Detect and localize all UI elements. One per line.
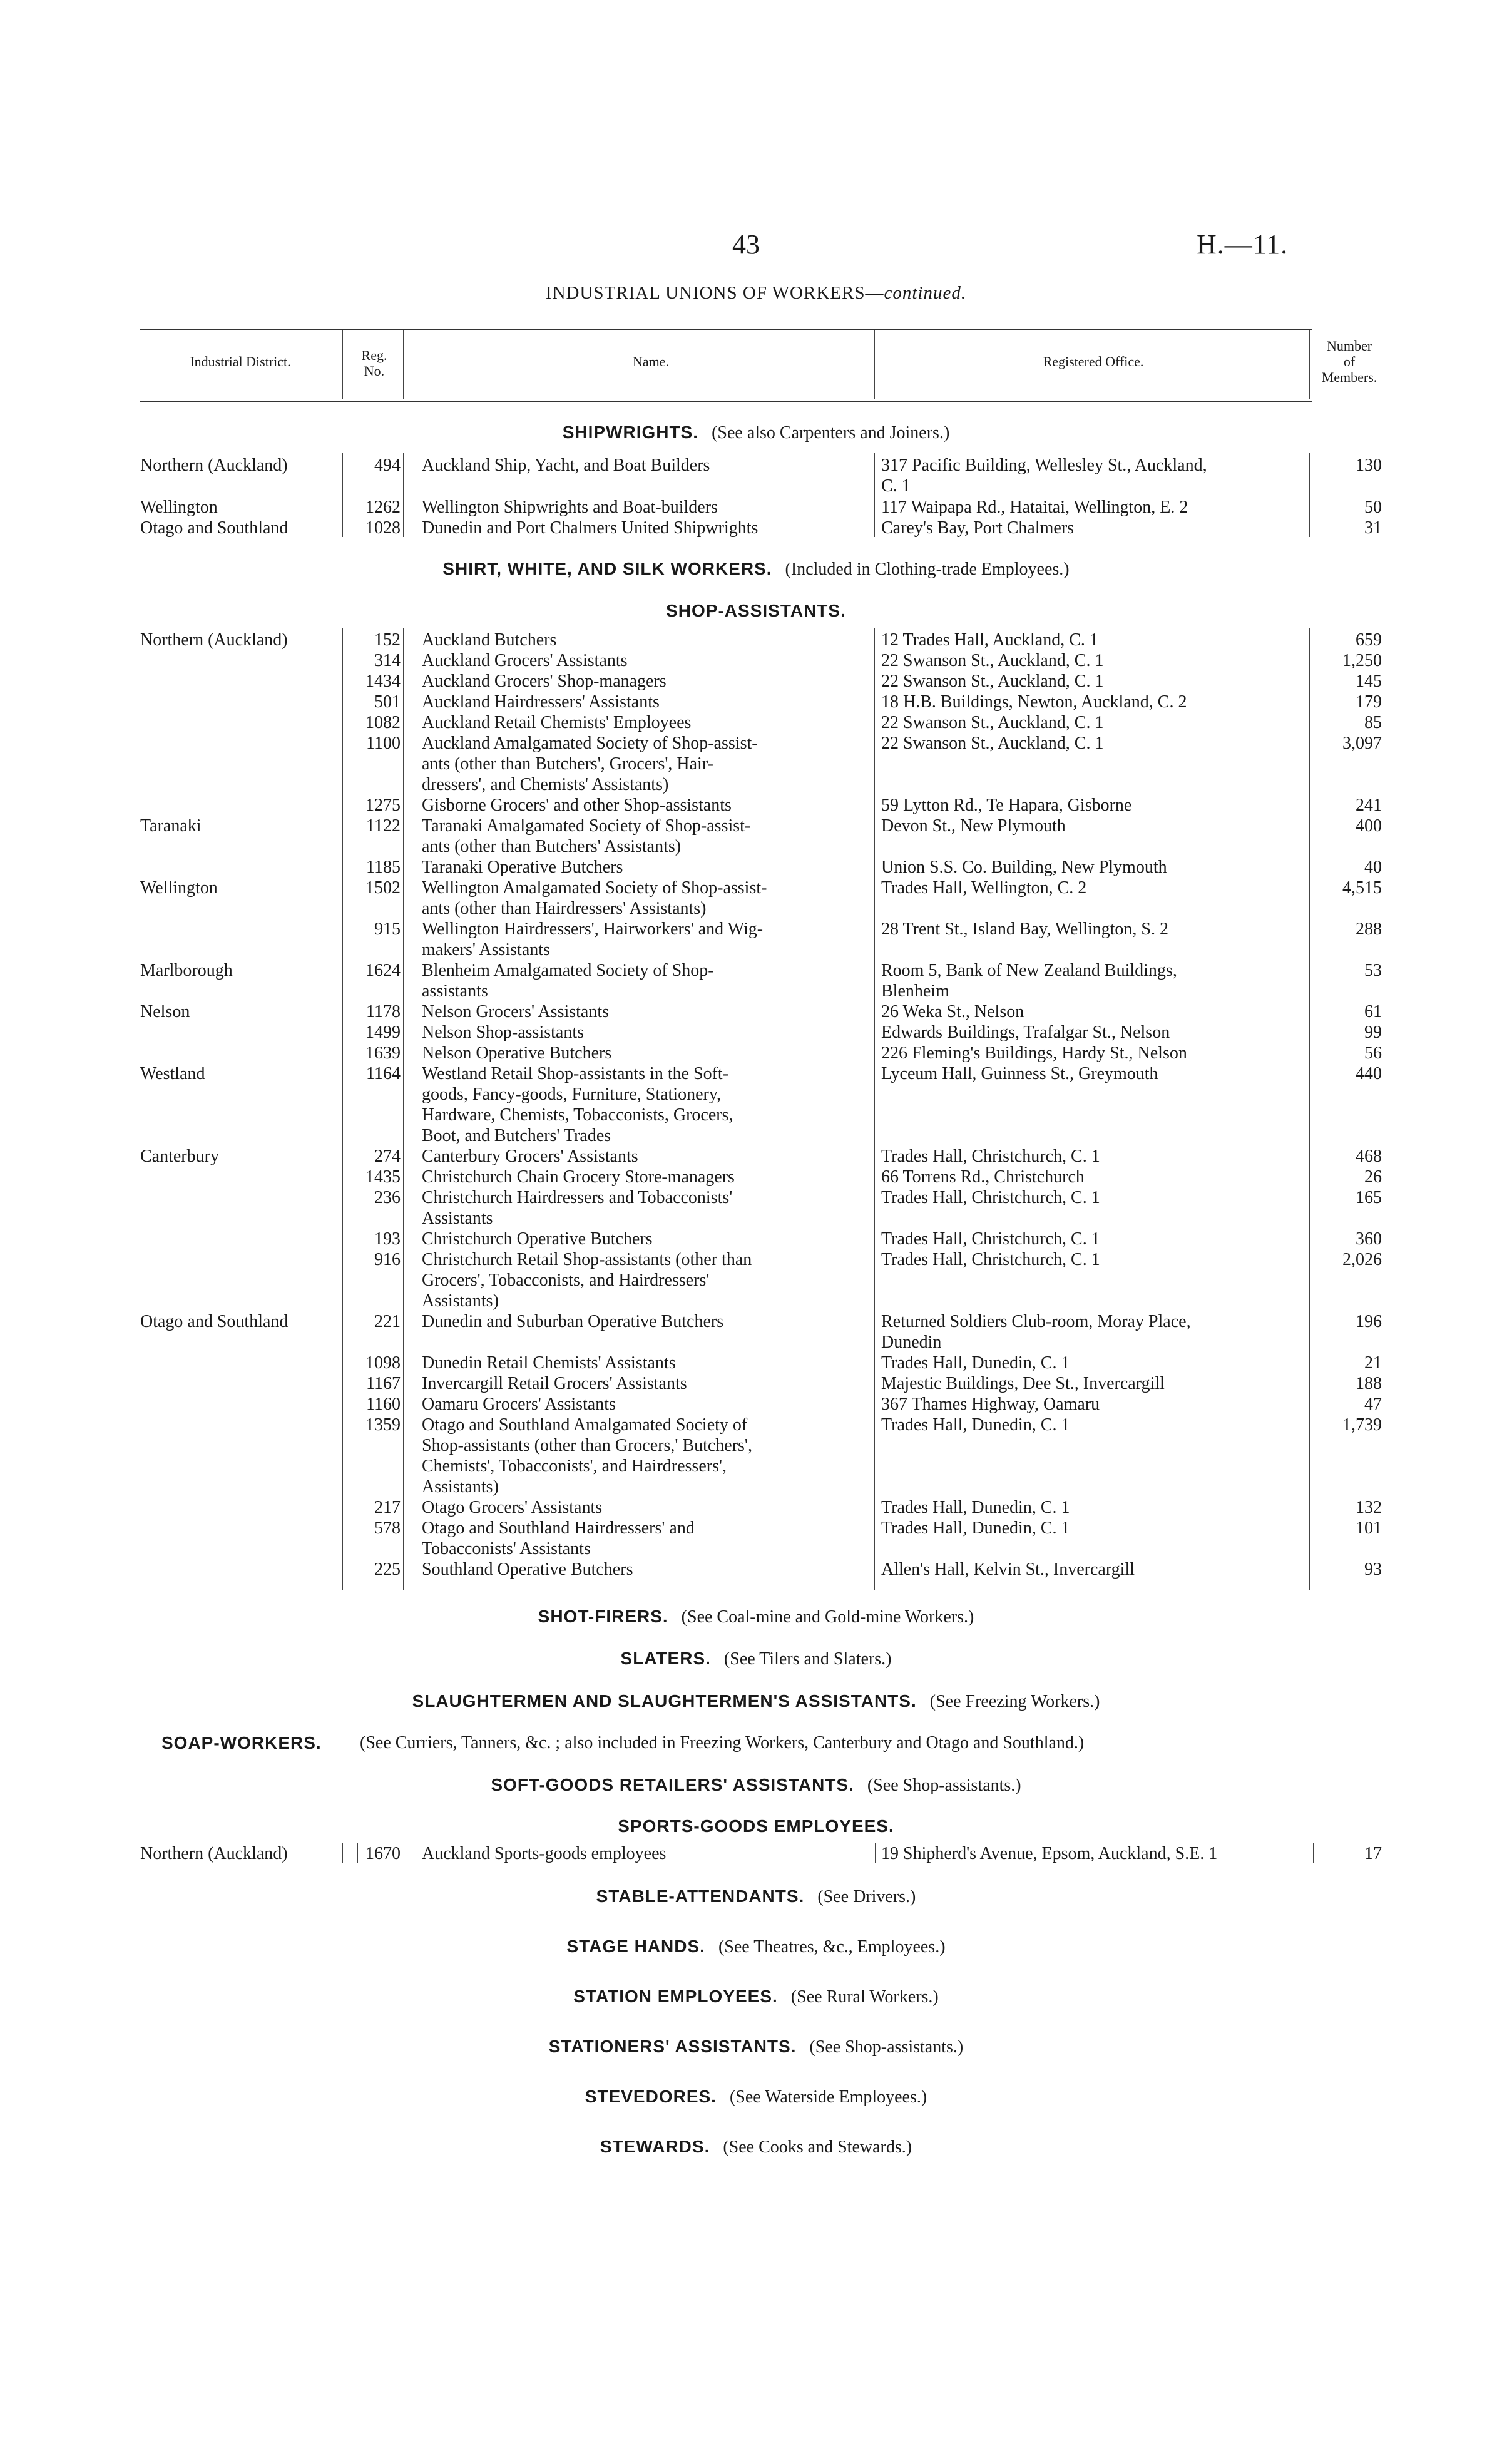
section-title: SOAP-WORKERS. <box>161 1733 322 1753</box>
section-title: SLATERS. <box>620 1649 711 1668</box>
section-heading-station-employees <box>0 1987 1512 2007</box>
members-cell: 17 <box>1364 1844 1382 1863</box>
section-heading-slaters <box>0 1649 1512 1669</box>
column-divider <box>1309 628 1310 1590</box>
members-cell: 132 <box>1356 1498 1382 1517</box>
name-cell: Wellington Amalgamated Society of Shop-assist- ants (other than Hairdressers' Assistants) <box>422 878 767 918</box>
name-cell: Blenheim Amalgamated Society of Shop- assistants <box>422 961 714 1001</box>
office-cell: Trades Hall, Christchurch, C. 1 <box>881 1188 1100 1207</box>
section-note: (See Theatres, &c., Employees.) <box>718 1937 946 1957</box>
members-cell: 360 <box>1356 1229 1382 1249</box>
members-cell: 3,097 <box>1342 734 1382 753</box>
name-cell: Auckland Hairdressers' Assistants <box>422 692 660 712</box>
office-cell: 19 Shipherd's Avenue, Epsom, Auckland, S.E. 1 <box>881 1844 1218 1863</box>
office-cell: 59 Lytton Rd., Te Hapara, Gisborne <box>881 796 1132 815</box>
office-cell: Trades Hall, Wellington, C. 2 <box>881 878 1087 898</box>
name-cell: Auckland Amalgamated Society of Shop-assist- ants (other than Butchers', Grocers', Hair- dressers', and Chemists' Assistants) <box>422 734 758 794</box>
name-cell: Dunedin and Suburban Operative Butchers <box>422 1312 724 1331</box>
district-cell: Nelson <box>140 1002 190 1021</box>
reg-cell: 193 <box>374 1229 401 1249</box>
name-cell: Auckland Ship, Yacht, and Boat Builders <box>422 456 710 475</box>
section-note: (See also Carpenters and Joiners.) <box>712 423 950 443</box>
name-cell: Taranaki Operative Butchers <box>422 857 623 877</box>
col-header-reg: Reg. No. <box>361 347 387 379</box>
title-suffix: continued. <box>884 283 967 303</box>
title-main: INDUSTRIAL UNIONS OF WORKERS— <box>545 283 884 303</box>
office-cell: 18 H.B. Buildings, Newton, Auckland, C. 2 <box>881 692 1187 712</box>
reg-cell: 1178 <box>366 1002 401 1021</box>
office-cell: 226 Fleming's Buildings, Hardy St., Nelson <box>881 1043 1187 1063</box>
section-title: SHIPWRIGHTS. <box>562 422 699 442</box>
section-heading-sports-goods <box>0 1816 1512 1837</box>
members-cell: 130 <box>1356 456 1382 475</box>
reg-cell: 1502 <box>365 878 401 898</box>
section-note: (See Tilers and Slaters.) <box>723 1649 892 1669</box>
reg-cell: 1639 <box>365 1043 401 1063</box>
name-cell: Gisborne Grocers' and other Shop-assistants <box>422 796 732 815</box>
reg-cell: 1122 <box>366 816 401 836</box>
page-number: 43 <box>732 229 760 260</box>
column-divider <box>342 1843 343 1863</box>
office-cell: Allen's Hall, Kelvin St., Invercargill <box>881 1560 1135 1579</box>
column-divider <box>874 628 875 1590</box>
name-cell: Wellington Hairdressers', Hairworkers' and Wig- makers' Assistants <box>422 919 764 960</box>
reg-cell: 1160 <box>366 1394 401 1414</box>
section-note: (See Shop-assistants.) <box>809 2037 964 2057</box>
reg-cell: 1624 <box>365 961 401 980</box>
column-divider <box>357 1843 358 1863</box>
column-divider <box>874 453 875 537</box>
name-cell: Westland Retail Shop-assistants in the Soft- goods, Fancy-goods, Furniture, Stationery, Hardware, Chemists, Tobacconists, Grocers, Boot, and Butchers' Trades <box>422 1064 733 1145</box>
district-cell: Canterbury <box>140 1147 219 1166</box>
members-cell: 659 <box>1356 630 1382 650</box>
column-divider <box>403 453 404 537</box>
name-cell: Dunedin Retail Chemists' Assistants <box>422 1353 676 1373</box>
reg-cell: 501 <box>374 692 401 712</box>
section-title: SHIRT, WHITE, AND SILK WORKERS. <box>442 559 772 578</box>
section-note: (See Rural Workers.) <box>790 1987 939 2007</box>
office-cell: 22 Swanson St., Auckland, C. 1 <box>881 713 1104 732</box>
column-divider <box>403 628 404 1590</box>
section-title: SOFT-GOODS RETAILERS' ASSISTANTS. <box>491 1775 854 1794</box>
name-cell: Wellington Shipwrights and Boat-builders <box>422 498 718 517</box>
district-cell: Wellington <box>140 498 218 517</box>
district-cell: Northern (Auckland) <box>140 1844 288 1863</box>
reg-cell: 221 <box>374 1312 401 1331</box>
office-cell: 317 Pacific Building, Wellesley St., Auckland, C. 1 <box>881 456 1207 496</box>
office-cell: Lyceum Hall, Guinness St., Greymouth <box>881 1064 1158 1083</box>
office-cell: 66 Torrens Rd., Christchurch <box>881 1167 1085 1187</box>
col-header-district: Industrial District. <box>190 354 291 369</box>
members-cell: 4,515 <box>1342 878 1382 898</box>
members-cell: 56 <box>1364 1043 1382 1063</box>
name-cell: Taranaki Amalgamated Society of Shop-assist- ants (other than Butchers' Assistants) <box>422 816 751 856</box>
page-reference: H.—11. <box>1197 229 1289 260</box>
members-cell: 99 <box>1364 1023 1382 1042</box>
name-cell: Christchurch Chain Grocery Store-managers <box>422 1167 735 1187</box>
name-cell: Nelson Operative Butchers <box>422 1043 612 1063</box>
members-cell: 288 <box>1356 919 1382 939</box>
section-heading-shop-assistants <box>0 601 1512 622</box>
document-title <box>0 283 1512 304</box>
reg-cell: 1434 <box>365 672 401 691</box>
section-title: STABLE-ATTENDANTS. <box>596 1886 805 1906</box>
name-cell: Invercargill Retail Grocers' Assistants <box>422 1374 687 1393</box>
members-cell: 145 <box>1356 672 1382 691</box>
office-cell: 12 Trades Hall, Auckland, C. 1 <box>881 630 1098 650</box>
column-divider <box>342 453 343 537</box>
reg-cell: 225 <box>374 1560 401 1579</box>
section-note: (See Shop-assistants.) <box>867 1776 1021 1795</box>
col-header-members: Number of Members. <box>1321 338 1377 385</box>
office-cell: Trades Hall, Christchurch, C. 1 <box>881 1229 1100 1249</box>
section-heading-slaughtermen <box>0 1691 1512 1712</box>
section-title: SHOP-ASSISTANTS. <box>666 601 846 620</box>
section-heading-stewards <box>0 2137 1512 2157</box>
district-cell: Taranaki <box>140 816 202 836</box>
section-title: STAGE HANDS. <box>566 1937 705 1956</box>
office-cell: Room 5, Bank of New Zealand Buildings, Blenheim <box>881 961 1177 1001</box>
office-cell: 22 Swanson St., Auckland, C. 1 <box>881 672 1104 691</box>
name-cell: Nelson Shop-assistants <box>422 1023 584 1042</box>
members-cell: 85 <box>1364 713 1382 732</box>
section-note: (See Freezing Workers.) <box>929 1692 1100 1711</box>
reg-cell: 494 <box>374 456 401 475</box>
col-header-name: Name. <box>632 354 670 369</box>
section-note: (See Coal-mine and Gold-mine Workers.) <box>681 1607 974 1627</box>
members-cell: 101 <box>1356 1518 1382 1538</box>
members-cell: 53 <box>1364 961 1382 980</box>
office-cell: Edwards Buildings, Trafalgar St., Nelson <box>881 1023 1170 1042</box>
name-cell: Southland Operative Butchers <box>422 1560 633 1579</box>
office-cell: Trades Hall, Dunedin, C. 1 <box>881 1518 1070 1538</box>
members-cell: 40 <box>1364 857 1382 877</box>
section-heading-shipwrights <box>0 422 1512 443</box>
office-cell: Trades Hall, Dunedin, C. 1 <box>881 1353 1070 1373</box>
district-cell: Northern (Auckland) <box>140 630 288 650</box>
header-rule-bottom <box>140 401 1312 402</box>
district-cell: Westland <box>140 1064 205 1083</box>
office-cell: Trades Hall, Christchurch, C. 1 <box>881 1147 1100 1166</box>
col-header-office: Registered Office. <box>1043 354 1144 369</box>
office-cell: Returned Soldiers Club-room, Moray Place, Dunedin <box>881 1312 1191 1352</box>
reg-cell: 217 <box>374 1498 401 1517</box>
reg-cell: 1359 <box>365 1415 401 1435</box>
members-cell: 2,026 <box>1342 1250 1382 1269</box>
name-cell: Oamaru Grocers' Assistants <box>422 1394 616 1414</box>
header-divider <box>342 330 343 399</box>
members-cell: 1,739 <box>1342 1415 1382 1435</box>
reg-cell: 1499 <box>365 1023 401 1042</box>
reg-cell: 314 <box>374 651 401 670</box>
header-divider <box>403 330 404 399</box>
office-cell: 22 Swanson St., Auckland, C. 1 <box>881 734 1104 753</box>
members-cell: 26 <box>1364 1167 1382 1187</box>
members-cell: 61 <box>1364 1002 1382 1021</box>
office-cell: 117 Waipapa Rd., Hataitai, Wellington, E. 2 <box>881 498 1188 517</box>
reg-cell: 1167 <box>366 1374 401 1393</box>
section-title: STATION EMPLOYEES. <box>573 1987 778 2006</box>
reg-cell: 578 <box>374 1518 401 1538</box>
reg-cell: 1082 <box>365 713 401 732</box>
office-cell: 22 Swanson St., Auckland, C. 1 <box>881 651 1104 670</box>
name-cell: Christchurch Retail Shop-assistants (other than Grocers', Tobacconists, and Hairdressers' Assistants) <box>422 1250 752 1311</box>
office-cell: Majestic Buildings, Dee St., Invercargill <box>881 1374 1165 1393</box>
members-cell: 31 <box>1364 518 1382 538</box>
reg-cell: 1100 <box>366 734 401 753</box>
reg-cell: 1098 <box>365 1353 401 1373</box>
section-title: STATIONERS' ASSISTANTS. <box>548 2037 797 2056</box>
members-cell: 188 <box>1356 1374 1382 1393</box>
reg-cell: 915 <box>374 919 401 939</box>
reg-cell: 916 <box>374 1250 401 1269</box>
section-heading-stable-attendants <box>0 1886 1512 1907</box>
column-divider <box>875 1843 876 1863</box>
reg-cell: 1275 <box>365 796 401 815</box>
members-cell: 241 <box>1356 796 1382 815</box>
office-cell: 367 Thames Highway, Oamaru <box>881 1394 1100 1414</box>
reg-cell: 274 <box>374 1147 401 1166</box>
name-cell: Christchurch Operative Butchers <box>422 1229 653 1249</box>
section-title: SPORTS-GOODS EMPLOYEES. <box>618 1816 894 1836</box>
column-divider <box>1309 453 1310 537</box>
members-cell: 179 <box>1356 692 1382 712</box>
name-cell: Dunedin and Port Chalmers United Shipwrights <box>422 518 759 538</box>
office-cell: Carey's Bay, Port Chalmers <box>881 518 1075 538</box>
office-cell: Devon St., New Plymouth <box>881 816 1066 836</box>
section-title: SHOT-FIRERS. <box>538 1607 668 1626</box>
section-note: (See Waterside Employees.) <box>729 2087 927 2107</box>
district-cell: Otago and Southland <box>140 1312 289 1331</box>
name-cell: Auckland Butchers <box>422 630 557 650</box>
header-divider <box>1309 330 1310 399</box>
reg-cell: 1435 <box>365 1167 401 1187</box>
section-heading-stationers-assistants <box>0 2037 1512 2057</box>
members-cell: 93 <box>1364 1560 1382 1579</box>
section-heading-soft-goods <box>0 1775 1512 1796</box>
header-divider <box>874 330 875 399</box>
district-cell: Marlborough <box>140 961 233 980</box>
reg-cell: 1164 <box>366 1064 401 1083</box>
section-heading-shot-firers <box>0 1607 1512 1627</box>
header-rule-top <box>140 329 1312 330</box>
section-note: (See Drivers.) <box>817 1887 916 1906</box>
office-cell: Trades Hall, Dunedin, C. 1 <box>881 1498 1070 1517</box>
office-cell: Trades Hall, Dunedin, C. 1 <box>881 1415 1070 1435</box>
name-cell: Auckland Grocers' Shop-managers <box>422 672 667 691</box>
reg-cell: 152 <box>374 630 401 650</box>
soap-workers-note: (See Curriers, Tanners, &c. ; also included in Freezing Workers, Canterbury and Otago and Southland.) <box>360 1733 1085 1753</box>
reg-cell: 1185 <box>366 857 401 877</box>
section-note: (Included in Clothing-trade Employees.) <box>785 560 1070 579</box>
name-cell: Auckland Sports-goods employees <box>422 1844 667 1863</box>
section-heading-stage-hands <box>0 1937 1512 1957</box>
district-cell: Otago and Southland <box>140 518 289 538</box>
name-cell: Otago Grocers' Assistants <box>422 1498 603 1517</box>
office-cell: 26 Weka St., Nelson <box>881 1002 1024 1021</box>
section-heading-stevedores <box>0 2087 1512 2107</box>
name-cell: Canterbury Grocers' Assistants <box>422 1147 638 1166</box>
members-cell: 468 <box>1356 1147 1382 1166</box>
members-cell: 165 <box>1356 1188 1382 1207</box>
section-title: STEWARDS. <box>600 2137 710 2156</box>
name-cell: Otago and Southland Hairdressers' and Tobacconists' Assistants <box>422 1518 695 1558</box>
section-title: STEVEDORES. <box>585 2087 717 2106</box>
column-divider <box>1313 1843 1314 1863</box>
members-cell: 196 <box>1356 1312 1382 1331</box>
members-cell: 400 <box>1356 816 1382 836</box>
name-cell: Christchurch Hairdressers and Tobacconists' Assistants <box>422 1188 733 1228</box>
members-cell: 1,250 <box>1342 651 1382 670</box>
column-divider <box>342 628 343 1590</box>
reg-cell: 236 <box>374 1188 401 1207</box>
name-cell: Auckland Retail Chemists' Employees <box>422 713 692 732</box>
name-cell: Nelson Grocers' Assistants <box>422 1002 610 1021</box>
members-cell: 21 <box>1364 1353 1382 1373</box>
members-cell: 50 <box>1364 498 1382 517</box>
members-cell: 47 <box>1364 1394 1382 1414</box>
section-note: (See Cooks and Stewards.) <box>723 2137 912 2157</box>
section-heading-soap-workers <box>161 1733 322 1754</box>
name-cell: Otago and Southland Amalgamated Society of Shop-assistants (other than Grocers,' Butchers', Chemists', Tobacconists', and Hairdressers', Assistants) <box>422 1415 752 1497</box>
section-heading-shirt-workers <box>0 559 1512 580</box>
reg-cell: 1670 <box>365 1844 401 1863</box>
district-cell: Wellington <box>140 878 218 898</box>
name-cell: Auckland Grocers' Assistants <box>422 651 628 670</box>
reg-cell: 1262 <box>365 498 401 517</box>
members-cell: 440 <box>1356 1064 1382 1083</box>
district-cell: Northern (Auckland) <box>140 456 288 475</box>
reg-cell: 1028 <box>365 518 401 538</box>
office-cell: 28 Trent St., Island Bay, Wellington, S. 2 <box>881 919 1169 939</box>
office-cell: Union S.S. Co. Building, New Plymouth <box>881 857 1167 877</box>
office-cell: Trades Hall, Christchurch, C. 1 <box>881 1250 1100 1269</box>
section-title: SLAUGHTERMEN AND SLAUGHTERMEN'S ASSISTANTS. <box>412 1691 917 1711</box>
